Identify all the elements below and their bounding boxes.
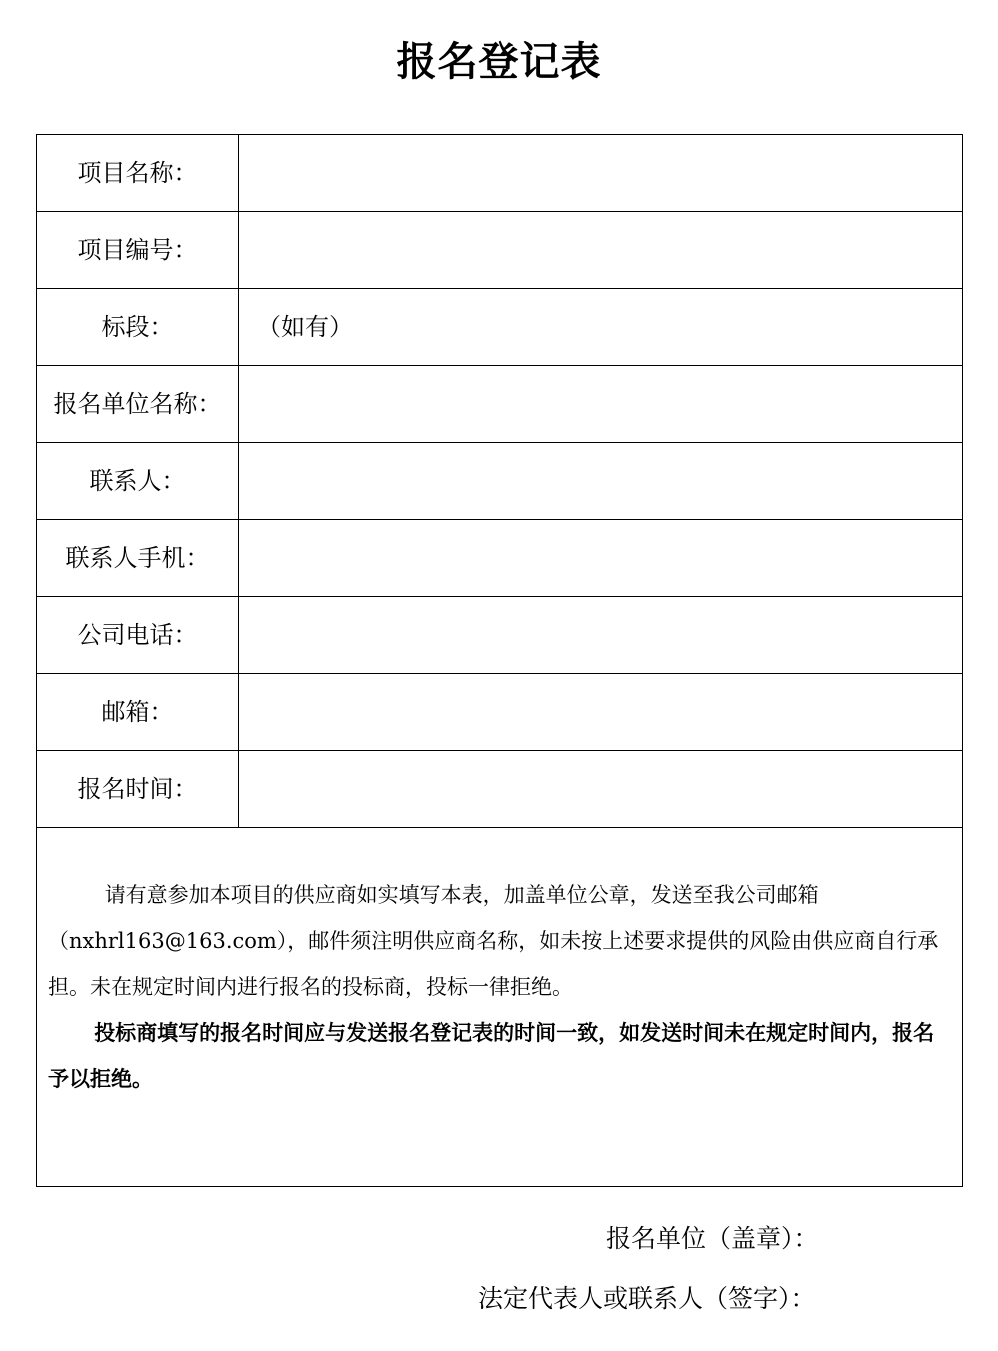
form-row-contact-mobile	[37, 520, 963, 597]
form-row-company-name	[37, 366, 963, 443]
field-label: 公司电话：	[37, 597, 239, 674]
field-label: 项目编号：	[37, 212, 239, 289]
form-row-email	[37, 674, 963, 751]
field-label: 报名单位名称：	[37, 366, 239, 443]
contact-field[interactable]	[239, 443, 963, 520]
notice-bold-paragraph: 投标商填写的报名时间应与发送报名登记表的时间一致，如发送时间未在规定时间内，报名予以拒绝。	[48, 1021, 935, 1091]
email-field[interactable]	[239, 674, 963, 751]
form-row-project-number	[37, 212, 963, 289]
field-label: 邮箱：	[37, 674, 239, 751]
registration-form-table	[36, 134, 963, 1187]
contact-mobile-field[interactable]	[239, 520, 963, 597]
notice-row	[37, 828, 963, 1187]
section-field[interactable]: （如有）	[239, 289, 963, 366]
signature-unit-label: 报名单位（盖章）：	[606, 1224, 819, 1253]
field-label: 标段：	[37, 289, 239, 366]
field-label: 项目名称：	[37, 135, 239, 212]
form-row-company-phone	[37, 597, 963, 674]
company-phone-field[interactable]	[239, 597, 963, 674]
field-label: 报名时间：	[37, 751, 239, 828]
form-row-project-name	[37, 135, 963, 212]
registration-time-field[interactable]	[239, 751, 963, 828]
company-name-field[interactable]	[239, 366, 963, 443]
form-row-section	[37, 289, 963, 366]
field-label: 联系人手机：	[37, 520, 239, 597]
notice-cell	[37, 828, 963, 1187]
form-row-registration-time	[37, 751, 963, 828]
notice-paragraph: 请有意参加本项目的供应商如实填写本表，加盖单位公章，发送至我公司邮箱（nxhrl163@163.com），邮件须注明供应商名称，如未按上述要求提供的风险由供应商自行承担。未在规定时间内进行报名的投标商，投标一律拒绝。	[48, 883, 939, 999]
form-row-contact	[37, 443, 963, 520]
project-number-field[interactable]	[239, 212, 963, 289]
page-title: 报名登记表	[396, 39, 602, 85]
signature-representative-label: 法定代表人或联系人（签字）：	[478, 1284, 816, 1313]
project-name-field[interactable]	[239, 135, 963, 212]
field-label: 联系人：	[37, 443, 239, 520]
